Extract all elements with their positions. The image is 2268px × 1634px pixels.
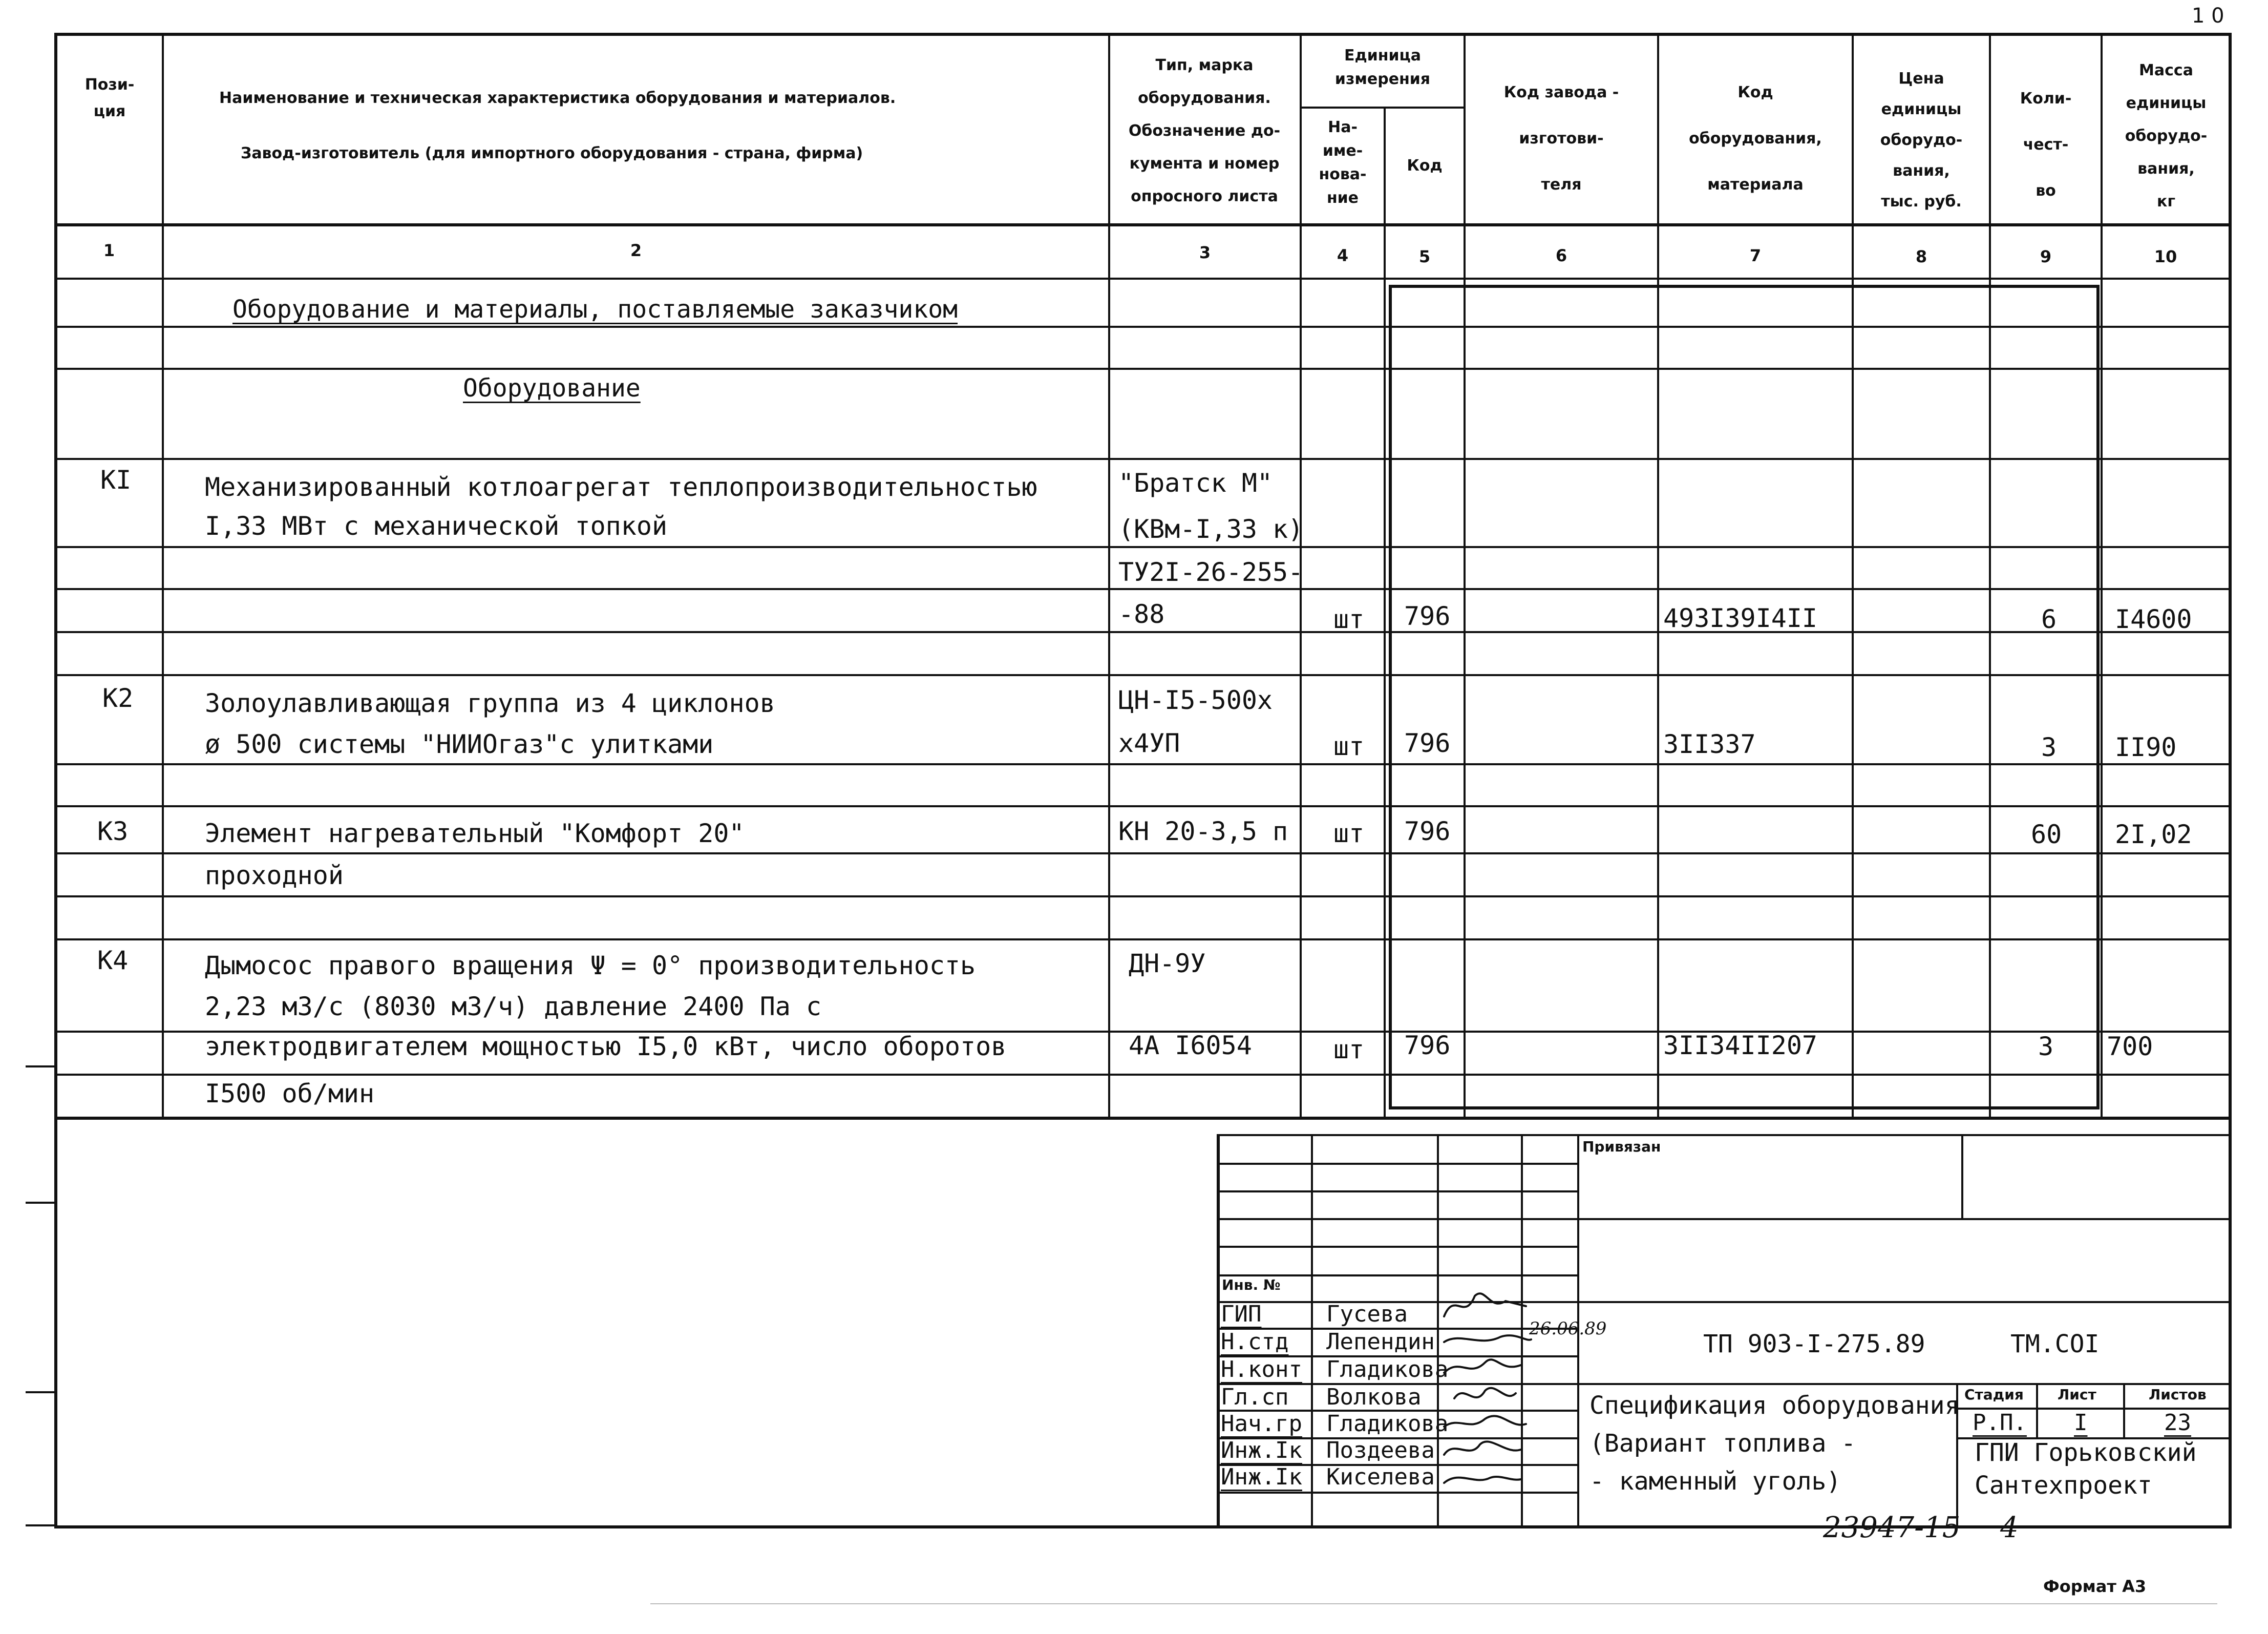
item-k1-type-line2: (КВм-I,33 к): [1118, 514, 1304, 544]
row-line: [55, 852, 2232, 854]
item-k2-name-line1: Золоулавливающая группа из 4 циклонов: [205, 688, 775, 718]
col-line-6: [1657, 33, 1659, 1119]
stamp-inv-no-label: Инв. №: [1222, 1276, 1281, 1293]
stamp-sign-date: 26.06.89: [1529, 1318, 1607, 1339]
margin-tick: [26, 1391, 55, 1393]
item-k2-mass: II90: [2115, 732, 2177, 762]
bold-rect-top: [1389, 285, 2100, 288]
stamp-role-nkont: Н.конт: [1221, 1356, 1302, 1382]
stamp-grid-h: [1217, 1218, 1578, 1220]
row-line: [55, 938, 2232, 940]
col-line-1: [162, 33, 164, 1119]
colnum-5: 5: [1418, 247, 1431, 266]
number-row-line: [55, 278, 2232, 280]
section-title: Оборудование и материалы, поставляемые заказчиком: [232, 295, 958, 324]
item-k4-unit-code: 796: [1404, 1031, 1451, 1060]
unit-subheader-line: [1300, 107, 1464, 109]
colnum-7: 7: [1749, 246, 1762, 265]
stamp-grid-h: [1217, 1163, 1578, 1165]
item-k1-type-line4: -88: [1118, 599, 1165, 629]
stamp-role-glsp: Гл.сп: [1221, 1384, 1289, 1410]
header-unit-code: Код: [1407, 157, 1443, 175]
stamp-title-line2: (Вариант топлива -: [1589, 1429, 1856, 1458]
row-line: [55, 631, 2232, 633]
stamp-line: [2123, 1383, 2125, 1438]
item-k2-position: К2: [102, 683, 134, 713]
item-k2-quantity: 3: [2041, 732, 2057, 762]
item-k1-equipment-code: 493I39I4II: [1663, 603, 1818, 633]
colnum-6: 6: [1555, 246, 1567, 265]
stamp-line: [1577, 1301, 2230, 1303]
header-quantity: Коли- чест- во: [2020, 90, 2072, 200]
colnum-4: 4: [1337, 246, 1349, 265]
bold-rect-right: [2096, 285, 2100, 1109]
item-k4-name-line3: электродвигателем мощностью I5,0 кВт, число оборотов: [205, 1032, 1007, 1061]
item-k3-unit-code: 796: [1404, 816, 1451, 846]
item-k3-position: К3: [97, 816, 129, 846]
colnum-1: 1: [103, 241, 115, 260]
stamp-name-guseva: Гусева: [1326, 1301, 1408, 1327]
stamp-role-inzh2: Инж.Iк: [1221, 1464, 1302, 1490]
item-k2-name-line2: ø 500 системы "НИИОгаз"с улитками: [205, 729, 714, 759]
stamp-grid-h: [1217, 1246, 1578, 1248]
margin-tick: [26, 1202, 55, 1204]
colnum-10: 10: [2154, 247, 2177, 266]
subsection-title: Оборудование: [463, 374, 641, 403]
bottom-trim-line: [650, 1603, 2217, 1604]
item-k1-position: КI: [100, 465, 132, 495]
stamp-role-nstd: Н.стд: [1221, 1329, 1289, 1355]
stamp-stage-value: Р.П.: [1973, 1410, 2027, 1436]
corner-mark: 1 0: [2192, 4, 2224, 28]
stamp-doc-code: ТП 903-I-275.89: [1703, 1330, 1925, 1358]
row-line: [55, 805, 2232, 807]
header-type: Тип, марка оборудования. Обозначение до- кумента и номер опросного листа: [1128, 56, 1281, 205]
item-k4-mass: 700: [2107, 1032, 2153, 1061]
row-line: [55, 674, 2232, 676]
bold-rect-bottom: [1389, 1106, 2100, 1109]
stamp-name-volkova: Волкова: [1326, 1384, 1422, 1410]
stamp-role-gip: ГИП: [1221, 1301, 1262, 1327]
stamp-sheets-label: Листов: [2149, 1386, 2207, 1403]
header-position: Пози- ция: [84, 76, 135, 120]
item-k3-unit: шт: [1333, 819, 1365, 848]
stamp-stage-label: Стадия: [1964, 1386, 2024, 1403]
row-line: [55, 895, 2232, 897]
item-k2-unit: шт: [1333, 731, 1365, 761]
item-k4-equipment-code: 3II34II207: [1663, 1031, 1818, 1060]
stamp-privyazan-label: Привязан: [1582, 1138, 1661, 1155]
col-line-2: [1108, 33, 1110, 1119]
item-k2-equipment-code: 3II337: [1663, 729, 1756, 759]
stamp-role-inzh1: Инж.Iк: [1221, 1437, 1302, 1463]
item-k4-position: К4: [97, 946, 129, 975]
stamp-line: [1577, 1383, 2230, 1385]
item-k3-name-line2: проходной: [205, 861, 344, 890]
item-k1-name-line2: I,33 МВт с механической топкой: [205, 511, 668, 541]
item-k4-unit: шт: [1333, 1035, 1365, 1064]
item-k1-quantity: 6: [2041, 604, 2057, 634]
row-line: [55, 458, 2232, 460]
stamp-grid-h: [1217, 1190, 1578, 1192]
stamp-privyazan-divider: [1961, 1134, 1963, 1219]
row-line: [55, 546, 2232, 548]
item-k2-unit-code: 796: [1404, 728, 1451, 758]
table-bottom-line: [55, 1117, 2232, 1120]
item-k4-name-line4: I500 об/мин: [205, 1079, 375, 1108]
colnum-2: 2: [630, 241, 642, 260]
header-bottom-line: [55, 223, 2232, 226]
margin-tick: [26, 1524, 55, 1526]
col-line-5: [1464, 33, 1466, 1119]
frame-top: [55, 33, 2232, 36]
bold-rect-left: [1389, 285, 1392, 1109]
row-line: [55, 588, 2232, 590]
item-k4-quantity: 3: [2038, 1032, 2054, 1061]
header-name: Наименование и техническая характеристика оборудования и материалов.: [219, 89, 896, 107]
item-k1-type-line3: ТУ2I-26-255-: [1118, 557, 1304, 587]
row-line: [55, 763, 2232, 765]
stamp-title-line1: Спецификация оборудования: [1589, 1391, 1960, 1420]
frame-right: [2229, 33, 2232, 1528]
header-equipment-code: Код оборудования, материала: [1689, 83, 1822, 194]
item-k3-type-line1: КН 20-3,5 п: [1118, 816, 1288, 846]
archive-number: 23947-15: [1823, 1511, 1961, 1544]
item-k1-unit-code: 796: [1404, 601, 1451, 631]
stamp-title-line3: - каменный уголь): [1589, 1467, 1841, 1496]
item-k4-type-line1: ДН-9У: [1129, 949, 1206, 978]
stamp-org-line2: Сантехпроект: [1975, 1471, 2152, 1500]
item-k2-type-line1: ЦН-I5-500х: [1118, 685, 1273, 715]
signatures-image: [1439, 1281, 1582, 1496]
header-manufacturer: Завод-изготовитель (для импортного оборудования - страна, фирма): [241, 144, 863, 162]
item-k4-name-line2: 2,23 м3/с (8030 м3/ч) давление 2400 Па с: [205, 992, 822, 1021]
stamp-role-nachgr: Нач.гр: [1221, 1411, 1302, 1437]
stamp-sheets-value: 23: [2164, 1410, 2191, 1436]
item-k3-quantity: 60: [2031, 820, 2062, 849]
stamp-name-lependin: Лепендин: [1326, 1329, 1435, 1355]
row-line: [55, 368, 2232, 370]
item-k1-mass: I4600: [2115, 604, 2192, 634]
header-unit: Единица измерения: [1334, 47, 1431, 88]
stamp-line: [2036, 1383, 2038, 1438]
archive-sheet: 4: [2000, 1511, 2019, 1544]
colnum-3: 3: [1199, 243, 1211, 262]
colnum-9: 9: [2040, 247, 2052, 266]
header-factory-code: Код завода - изготови- теля: [1503, 83, 1619, 194]
stamp-sheet-value: I: [2074, 1410, 2088, 1436]
stamp-line: [1577, 1218, 2230, 1220]
stamp-org-line1: ГПИ Горьковский: [1975, 1438, 2197, 1467]
header-mass: Масса единицы оборудо- вания, кг: [2125, 61, 2208, 211]
stamp-name-gladikova: Гладикова: [1326, 1356, 1449, 1382]
item-k4-name-line1: Дымосос правого вращения Ψ = 0° производительность: [205, 951, 976, 980]
header-unit-name: На- име- нова- ние: [1319, 118, 1367, 207]
col-line-7: [1852, 33, 1854, 1119]
row-line: [55, 326, 2232, 328]
stamp-sheet-code: ТМ.СОI: [2010, 1330, 2100, 1358]
stamp-sheet-label: Лист: [2058, 1386, 2096, 1403]
item-k4-type-line2: 4А I6054: [1129, 1031, 1252, 1060]
margin-tick: [26, 1065, 55, 1067]
colnum-8: 8: [1915, 247, 1927, 266]
col-line-8: [1989, 33, 1991, 1119]
item-k3-mass: 2I,02: [2115, 820, 2192, 849]
col-line-9: [2101, 33, 2103, 1119]
row-line: [55, 1074, 2232, 1076]
item-k3-name-line1: Элемент нагревательный "Комфорт 20": [205, 819, 745, 848]
header-price: Цена единицы оборудо- вания, тыс. руб.: [1880, 70, 1963, 211]
stamp-name-pozdeeva: Поздеева: [1326, 1437, 1435, 1463]
stamp-grid-v: [1311, 1134, 1313, 1526]
item-k1-type-line1: "Братск М": [1118, 468, 1273, 498]
stamp-name-kiseleva: Киселева: [1326, 1464, 1435, 1490]
stamp-name-gladikova-2: Гладикова: [1326, 1411, 1449, 1437]
item-k1-unit: шт: [1333, 604, 1365, 634]
format-label: Формат А3: [2043, 1577, 2147, 1596]
item-k1-name-line1: Механизированный котлоагрегат теплопроизводительностью: [205, 472, 1037, 502]
stamp-top: [1217, 1134, 2230, 1136]
stamp-left: [1217, 1134, 1220, 1526]
item-k2-type-line2: х4УП: [1118, 728, 1180, 758]
